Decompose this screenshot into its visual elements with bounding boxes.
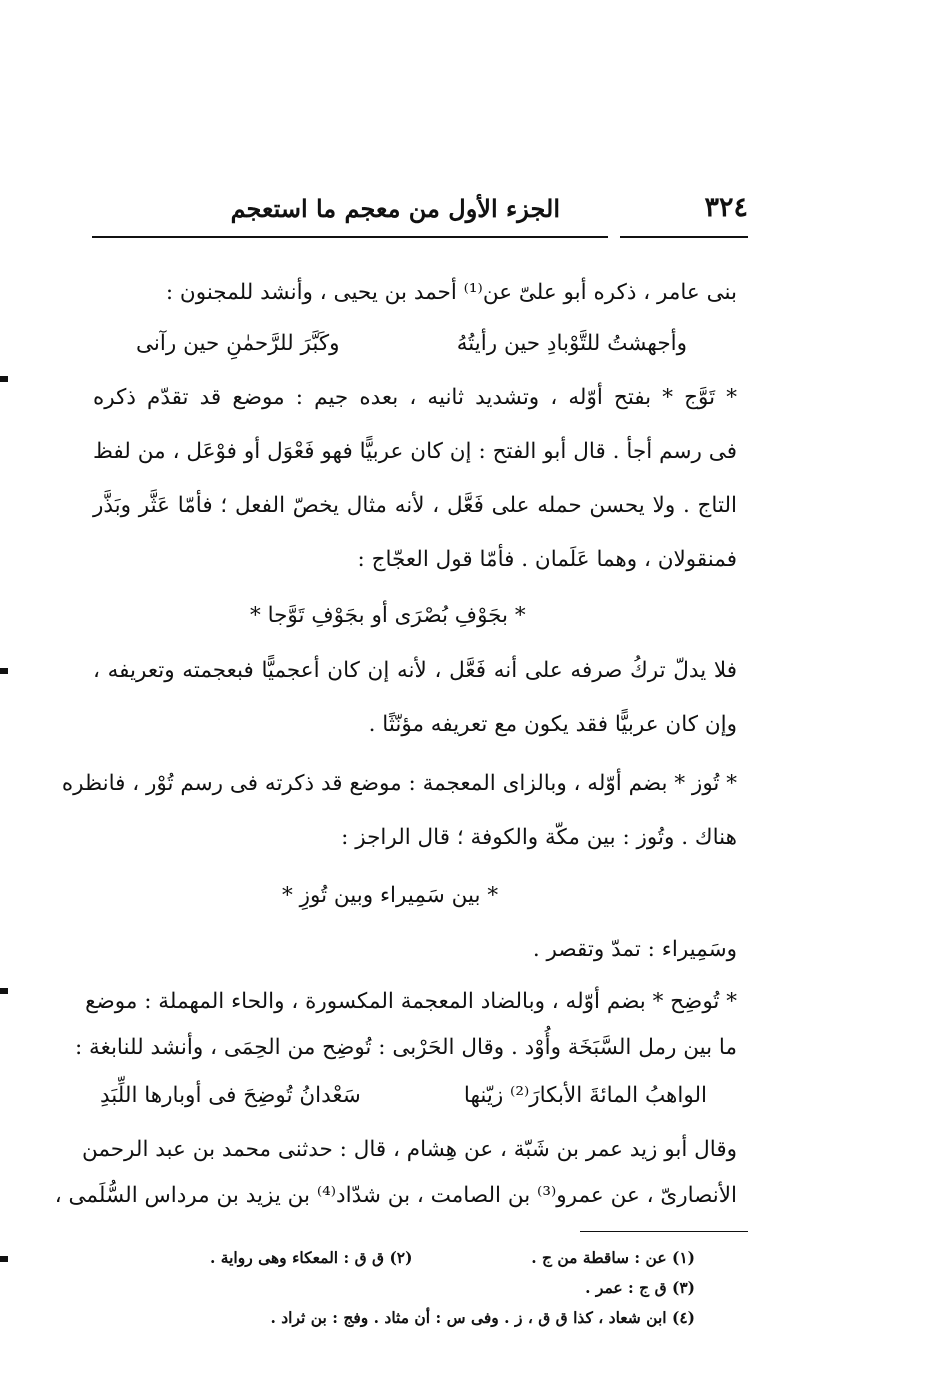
text-line: فى رسم أجأ . قال أبو الفتح : إن كان عربيًّا فهو فَعْوَل أو فوْعَل ، من لفظ bbox=[93, 439, 737, 464]
footnote-1: (١) عن : ساقطة من ج . bbox=[531, 1248, 695, 1267]
footnote-4: (٤) ابن شعاد ، كذا ق ق ، ز . وفى س : أن مثاد . وفج : بن ثراد . bbox=[270, 1308, 695, 1327]
header-rule-right bbox=[620, 236, 748, 238]
scan-edge-mark bbox=[0, 1256, 8, 1262]
text-line: فلا يدلّ تركُ صرفه على أنه فَعَّل ، لأنه إن كان أعجميًّا فبعجمته وتعريفه ، bbox=[93, 658, 737, 683]
page-number: ٣٢٤ bbox=[704, 192, 748, 223]
header-rule-left bbox=[92, 236, 608, 238]
text-line: * تَوَّج * بفتح أوّله ، وتشديد ثانيه ، بعده جيم : موضع قد تقدّم ذكره bbox=[93, 385, 737, 410]
verse-hemistich-second: سَعْدانُ تُوضِحَ فى أوبارها اللِّبَدِ bbox=[100, 1083, 361, 1108]
footnote-2: (٢) ق ق : المعكاء وهى رواية . bbox=[210, 1248, 413, 1267]
text-line: وقال أبو زيد عمر بن شَبّة ، عن هِشام ، قال : حدثنى محمد بن عبد الرحمن bbox=[81, 1137, 737, 1162]
verse-hemistich-second: وكَبَّرَ للرَّحمٰنِ حين رآنى bbox=[136, 331, 340, 356]
verse-hemistich-first: وأجهشتُ للتَّوْبادِ حين رأيتُهُ bbox=[456, 331, 687, 356]
verse-line: * بجَوْفِ بُصْرَى أو بجَوْفِ تَوَّجا * bbox=[250, 603, 526, 628]
text-line: ما بين رمل السَّبَخَة وأُوْد . وقال الحَرْبى : تُوضِح من الحِمَى ، وأنشد للنابغة : bbox=[74, 1035, 737, 1060]
running-title: الجزء الأول من معجم ما استعجم bbox=[230, 194, 560, 223]
text-line: * تُوضِح * بضم أوّله ، وبالضاد المعجمة المكسورة ، والحاء المهملة : موضع bbox=[85, 989, 737, 1014]
footnote-3: (٣) ق ج : عمر . bbox=[585, 1278, 695, 1297]
verse-hemistich-first: الواهبُ المائةَ الأبكارَ⁽²⁾ زيّنها bbox=[463, 1083, 707, 1108]
text-line: بنى عامر ، ذكره أبو علىّ عن⁽¹⁾ أحمد بن يحيى ، وأنشد للمجنون : bbox=[165, 280, 737, 305]
text-line: * تُوز * بضم أوّله ، وبالزاى المعجمة : موضع قد ذكرته فى رسم تُوْر ، فانظره bbox=[61, 771, 737, 796]
scan-edge-mark bbox=[0, 376, 8, 382]
text-line: وإن كان عربيًّا فقد يكون مع تعريفه مؤنّثًا . bbox=[368, 712, 737, 737]
scan-edge-mark bbox=[0, 668, 8, 674]
verse-line: * بين سَمِيراء وبين تُوزِ * bbox=[282, 883, 499, 908]
text-line: وسَمِيراء : تمدّ وتقصر . bbox=[532, 937, 737, 962]
text-line: الأنصارىّ ، عن عمرو⁽³⁾ بن الصامت ، بن شدّاد⁽⁴⁾ بن يزيد بن مرداس السُّلَمى ، bbox=[54, 1183, 737, 1208]
text-line: التاج . ولا يحسن حمله على فَعَّل ، لأنه مثال يخصّ الفعل ؛ فأمّا عَثَّر وبَذَّر bbox=[93, 493, 737, 518]
scan-edge-mark bbox=[0, 988, 8, 994]
text-line: فمنقولان ، وهما عَلَمان . فأمّا قول العجّاج : bbox=[357, 547, 737, 572]
page-header bbox=[92, 192, 748, 232]
footnote-rule bbox=[580, 1231, 748, 1232]
text-line: هناك . وتُوز : بين مكّة والكوفة ؛ قال الراجز : bbox=[341, 825, 737, 850]
